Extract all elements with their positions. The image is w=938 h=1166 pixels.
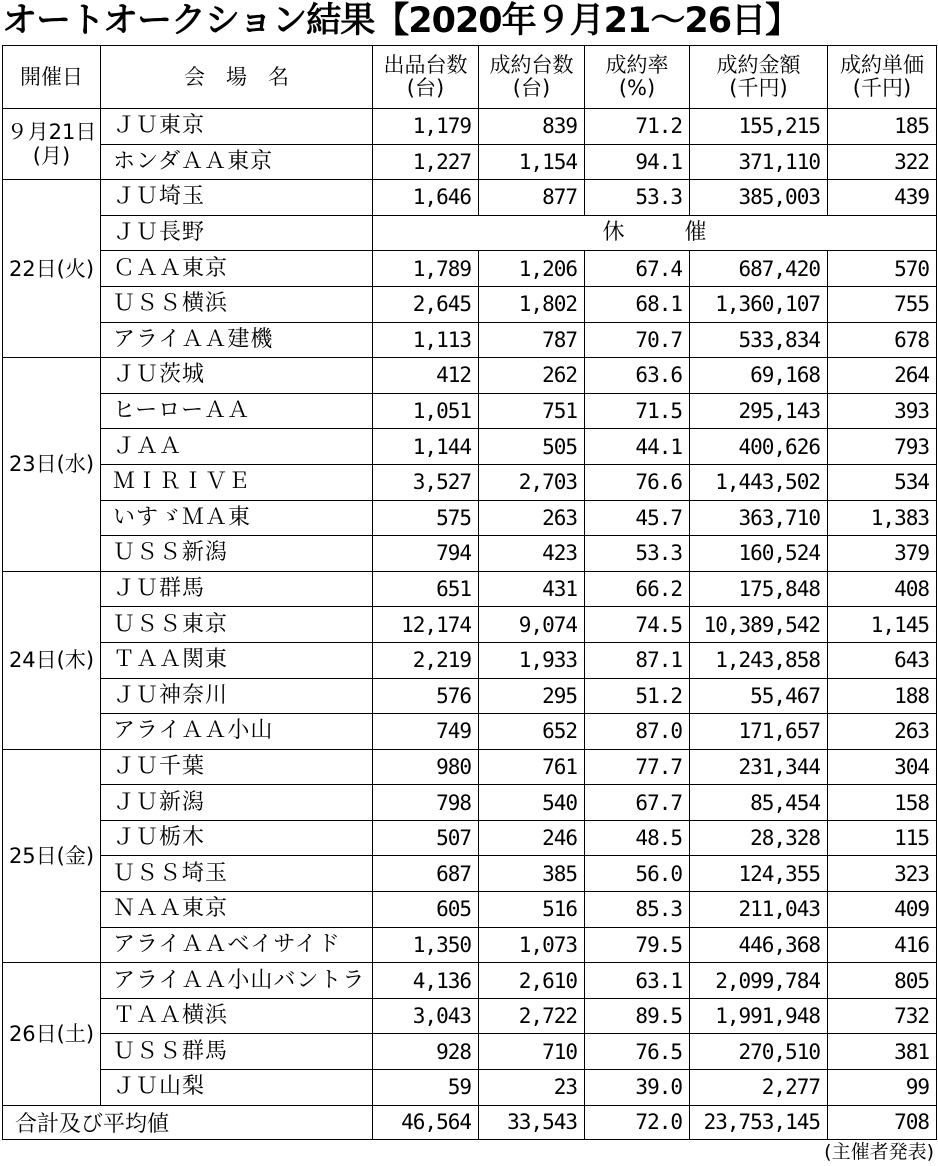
table-row: [3, 358, 937, 394]
unit-price-cell: 323: [828, 856, 937, 892]
sold-cell: 710: [479, 1034, 585, 1070]
venue-cell: ＪＵ埼玉: [101, 180, 373, 216]
venue-cell: アライＡＡベイサイド: [101, 927, 373, 963]
table-row: [3, 536, 937, 572]
unit-price-cell: 439: [828, 180, 937, 216]
table-row: [3, 500, 937, 536]
table-row: [3, 856, 937, 892]
table-row: [3, 607, 937, 643]
venue-cell: ヒーローＡＡ: [101, 393, 373, 429]
amount-cell: 270,510: [690, 1034, 828, 1070]
unit-price-cell: 188: [828, 678, 937, 714]
venue-cell: ＴＡＡ横浜: [101, 998, 373, 1034]
rate-cell: 63.1: [585, 963, 690, 999]
venue-cell: ＮＡＡ東京: [101, 892, 373, 928]
rate-cell: 66.2: [585, 571, 690, 607]
listed-cell: 1,227: [373, 144, 479, 180]
table-body: [3, 109, 937, 1106]
venue-cell: ＪＡＡ: [101, 429, 373, 465]
header-rate: 成約率 (%): [585, 46, 690, 109]
amount-cell: 160,524: [690, 536, 828, 572]
listed-cell: 12,174: [373, 607, 479, 643]
sold-cell: 839: [479, 109, 585, 145]
table-header: [3, 46, 937, 109]
venue-cell: アライＡＡ小山: [101, 714, 373, 750]
sold-cell: 295: [479, 678, 585, 714]
total-amount: 23,753,145: [690, 1105, 828, 1139]
total-rate: 72.0: [585, 1105, 690, 1139]
listed-cell: 1,350: [373, 927, 479, 963]
amount-cell: 295,143: [690, 393, 828, 429]
unit-price-cell: 732: [828, 998, 937, 1034]
table-row: [3, 571, 937, 607]
unit-price-cell: 416: [828, 927, 937, 963]
amount-cell: 2,099,784: [690, 963, 828, 999]
unit-price-cell: 805: [828, 963, 937, 999]
venue-cell: ＪＵ東京: [101, 109, 373, 145]
rate-cell: 48.5: [585, 820, 690, 856]
unit-price-cell: 643: [828, 642, 937, 678]
venue-cell: ＣＡＡ東京: [101, 251, 373, 287]
total-unit-price: 708: [828, 1105, 937, 1139]
rate-cell: 76.6: [585, 464, 690, 500]
header-amount: 成約金額 (千円): [690, 46, 828, 109]
day-cell: [3, 109, 101, 180]
table-row: [3, 714, 937, 750]
sold-cell: 751: [479, 393, 585, 429]
amount-cell: 446,368: [690, 927, 828, 963]
unit-price-cell: 534: [828, 464, 937, 500]
amount-cell: 400,626: [690, 429, 828, 465]
table-row: [3, 927, 937, 963]
unit-price-cell: 264: [828, 358, 937, 394]
table-row: [3, 286, 937, 322]
venue-cell: いすゞＭＡ東: [101, 500, 373, 536]
venue-cell: ＪＵ長野: [101, 215, 373, 251]
unit-price-cell: 393: [828, 393, 937, 429]
amount-cell: 10,389,542: [690, 607, 828, 643]
auction-results-table: [2, 45, 937, 1140]
listed-cell: 980: [373, 749, 479, 785]
sold-cell: 2,610: [479, 963, 585, 999]
rate-cell: 94.1: [585, 144, 690, 180]
table-row: [3, 963, 937, 999]
amount-cell: 2,277: [690, 1070, 828, 1106]
unit-price-cell: 379: [828, 536, 937, 572]
sold-cell: 761: [479, 749, 585, 785]
header-listed: 出品台数 (台): [373, 46, 479, 109]
table-row: [3, 892, 937, 928]
venue-cell: ＵＳＳ埼玉: [101, 856, 373, 892]
amount-cell: 124,355: [690, 856, 828, 892]
unit-price-cell: 115: [828, 820, 937, 856]
amount-cell: 1,443,502: [690, 464, 828, 500]
rate-cell: 71.5: [585, 393, 690, 429]
rate-cell: 68.1: [585, 286, 690, 322]
venue-cell: ＵＳＳ群馬: [101, 1034, 373, 1070]
listed-cell: 749: [373, 714, 479, 750]
rate-cell: 45.7: [585, 500, 690, 536]
amount-cell: 171,657: [690, 714, 828, 750]
listed-cell: 1,113: [373, 322, 479, 358]
amount-cell: 69,168: [690, 358, 828, 394]
listed-cell: 794: [373, 536, 479, 572]
unit-price-cell: 678: [828, 322, 937, 358]
amount-cell: 211,043: [690, 892, 828, 928]
listed-cell: 2,219: [373, 642, 479, 678]
day-cell: [3, 571, 101, 749]
table-row: [3, 180, 937, 216]
unit-price-cell: 793: [828, 429, 937, 465]
source-note: (主催者発表): [824, 1141, 934, 1163]
unit-price-cell: 158: [828, 785, 937, 821]
amount-cell: 231,344: [690, 749, 828, 785]
unit-price-cell: 408: [828, 571, 937, 607]
amount-cell: 385,003: [690, 180, 828, 216]
table-row: [3, 251, 937, 287]
day-cell: [3, 963, 101, 1105]
table-row: [3, 215, 937, 251]
listed-cell: 4,136: [373, 963, 479, 999]
rate-cell: 56.0: [585, 856, 690, 892]
unit-price-cell: 1,145: [828, 607, 937, 643]
listed-cell: 575: [373, 500, 479, 536]
table-row: [3, 1034, 937, 1070]
listed-cell: 928: [373, 1034, 479, 1070]
header-day: 開催日: [3, 46, 101, 109]
total-sold: 33,543: [479, 1105, 585, 1139]
listed-cell: 3,527: [373, 464, 479, 500]
table-row: [3, 1070, 937, 1106]
sold-cell: 2,703: [479, 464, 585, 500]
page-title: オートオークション結果【2020年９月21〜26日】: [2, 1, 800, 41]
header-unit-price: 成約単価 (千円): [828, 46, 937, 109]
rate-cell: 67.4: [585, 251, 690, 287]
rate-cell: 89.5: [585, 998, 690, 1034]
amount-cell: 687,420: [690, 251, 828, 287]
venue-cell: ＪＵ千葉: [101, 749, 373, 785]
listed-cell: 412: [373, 358, 479, 394]
total-row: [3, 1105, 937, 1139]
listed-cell: 59: [373, 1070, 479, 1106]
listed-cell: 1,144: [373, 429, 479, 465]
sold-cell: 505: [479, 429, 585, 465]
table-row: [3, 464, 937, 500]
listed-cell: 576: [373, 678, 479, 714]
rate-cell: 87.1: [585, 642, 690, 678]
sold-cell: 1,154: [479, 144, 585, 180]
table-row: [3, 678, 937, 714]
unit-price-cell: 409: [828, 892, 937, 928]
unit-price-cell: 570: [828, 251, 937, 287]
venue-cell: ホンダＡＡ東京: [101, 144, 373, 180]
sold-cell: 385: [479, 856, 585, 892]
total-label: 合計及び平均値: [3, 1105, 373, 1139]
venue-cell: ＴＡＡ関東: [101, 642, 373, 678]
sold-cell: 1,206: [479, 251, 585, 287]
rate-cell: 76.5: [585, 1034, 690, 1070]
closed-cell: 休催: [373, 215, 937, 251]
unit-price-cell: 304: [828, 749, 937, 785]
rate-cell: 53.3: [585, 536, 690, 572]
sold-cell: 2,722: [479, 998, 585, 1034]
venue-cell: ＪＵ群馬: [101, 571, 373, 607]
sold-cell: 423: [479, 536, 585, 572]
unit-price-cell: 1,383: [828, 500, 937, 536]
table-row: [3, 998, 937, 1034]
venue-cell: ＵＳＳ横浜: [101, 286, 373, 322]
sold-cell: 263: [479, 500, 585, 536]
rate-cell: 79.5: [585, 927, 690, 963]
sold-cell: 787: [479, 322, 585, 358]
rate-cell: 67.7: [585, 785, 690, 821]
day-label: 22日(火): [8, 256, 95, 281]
table-row: [3, 785, 937, 821]
unit-price-cell: 185: [828, 109, 937, 145]
sold-cell: 262: [479, 358, 585, 394]
rate-cell: 74.5: [585, 607, 690, 643]
unit-price-cell: 263: [828, 714, 937, 750]
day-label: ９月21日: [6, 120, 97, 145]
table-row: [3, 642, 937, 678]
amount-cell: 55,467: [690, 678, 828, 714]
venue-cell: アライＡＡ小山バントラ: [101, 963, 373, 999]
day-label: 26日(土): [8, 1021, 95, 1046]
rate-cell: 70.7: [585, 322, 690, 358]
sold-cell: 516: [479, 892, 585, 928]
listed-cell: 2,645: [373, 286, 479, 322]
venue-cell: ＪＵ神奈川: [101, 678, 373, 714]
rate-cell: 71.2: [585, 109, 690, 145]
unit-price-cell: 99: [828, 1070, 937, 1106]
table-row: [3, 429, 937, 465]
listed-cell: 3,043: [373, 998, 479, 1034]
sold-cell: 431: [479, 571, 585, 607]
listed-cell: 605: [373, 892, 479, 928]
day-label: 25日(金): [8, 843, 95, 868]
amount-cell: 533,834: [690, 322, 828, 358]
unit-price-cell: 322: [828, 144, 937, 180]
rate-cell: 39.0: [585, 1070, 690, 1106]
listed-cell: 1,051: [373, 393, 479, 429]
total-listed: 46,564: [373, 1105, 479, 1139]
table-row: [3, 393, 937, 429]
rate-cell: 53.3: [585, 180, 690, 216]
sold-cell: 1,933: [479, 642, 585, 678]
amount-cell: 155,215: [690, 109, 828, 145]
venue-cell: ＪＵ茨城: [101, 358, 373, 394]
listed-cell: 1,789: [373, 251, 479, 287]
sold-cell: 877: [479, 180, 585, 216]
listed-cell: 687: [373, 856, 479, 892]
unit-price-cell: 381: [828, 1034, 937, 1070]
header-sold: 成約台数 (台): [479, 46, 585, 109]
sold-cell: 1,802: [479, 286, 585, 322]
listed-cell: 1,179: [373, 109, 479, 145]
amount-cell: 1,360,107: [690, 286, 828, 322]
venue-cell: ＪＵ山梨: [101, 1070, 373, 1106]
rate-cell: 87.0: [585, 714, 690, 750]
listed-cell: 1,646: [373, 180, 479, 216]
rate-cell: 51.2: [585, 678, 690, 714]
day-cell: [3, 749, 101, 963]
table-row: [3, 820, 937, 856]
amount-cell: 363,710: [690, 500, 828, 536]
sold-cell: 23: [479, 1070, 585, 1106]
venue-cell: アライＡＡ建機: [101, 322, 373, 358]
venue-cell: ＵＳＳ東京: [101, 607, 373, 643]
table-row: [3, 749, 937, 785]
amount-cell: 1,243,858: [690, 642, 828, 678]
table-row: [3, 144, 937, 180]
venue-cell: ＭＩＲＩＶＥ: [101, 464, 373, 500]
listed-cell: 651: [373, 571, 479, 607]
sold-cell: 540: [479, 785, 585, 821]
amount-cell: 1,991,948: [690, 998, 828, 1034]
rate-cell: 77.7: [585, 749, 690, 785]
rate-cell: 63.6: [585, 358, 690, 394]
amount-cell: 28,328: [690, 820, 828, 856]
amount-cell: 175,848: [690, 571, 828, 607]
rate-cell: 85.3: [585, 892, 690, 928]
venue-cell: ＪＵ栃木: [101, 820, 373, 856]
amount-cell: 371,110: [690, 144, 828, 180]
sold-cell: 652: [479, 714, 585, 750]
sold-cell: 9,074: [479, 607, 585, 643]
listed-cell: 798: [373, 785, 479, 821]
header-venue: 会 場 名: [101, 46, 373, 109]
sold-cell: 1,073: [479, 927, 585, 963]
day-cell: [3, 180, 101, 358]
table-row: [3, 109, 937, 145]
venue-cell: ＪＵ新潟: [101, 785, 373, 821]
day-label: 24日(木): [8, 648, 95, 673]
sold-cell: 246: [479, 820, 585, 856]
day-label: 23日(水): [8, 452, 95, 477]
unit-price-cell: 755: [828, 286, 937, 322]
listed-cell: 507: [373, 820, 479, 856]
table-row: [3, 322, 937, 358]
venue-cell: ＵＳＳ新潟: [101, 536, 373, 572]
rate-cell: 44.1: [585, 429, 690, 465]
amount-cell: 85,454: [690, 785, 828, 821]
day-cell: [3, 358, 101, 572]
day-label: (月): [32, 144, 71, 169]
